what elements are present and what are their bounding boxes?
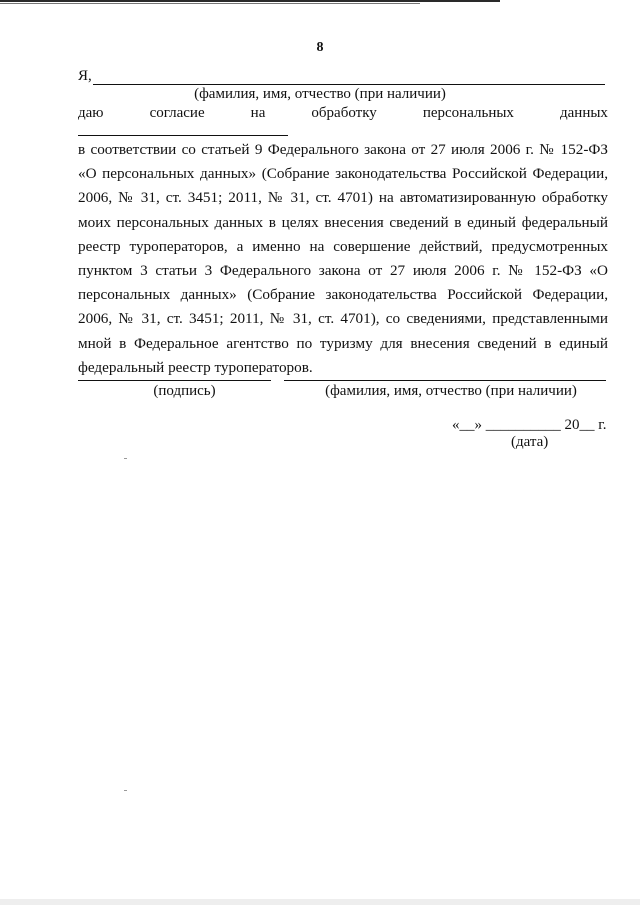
consent-fill-line[interactable] [78,135,288,136]
signature-caption: (подпись) [153,383,216,399]
date-caption: (дата) [511,434,549,450]
fio-fill-line[interactable] [284,380,606,381]
consent-word: на [250,105,266,121]
page-number: 8 [316,40,324,55]
scan-speck [124,458,127,459]
scan-edge-bottom [0,899,640,905]
scan-edge-top-secondary [0,3,420,4]
scan-speck [124,790,127,791]
consent-word: даю [78,105,104,121]
scan-edge-top [0,0,500,2]
consent-word: данных [560,105,608,121]
consent-row [78,105,608,122]
date-fill-line[interactable]: «__» __________ 20__ г. [452,417,607,433]
body-paragraph: в соответствии со статьей 9 Федерального закона от 27 июля 2006 г. № 152-ФЗ «О персональных данных» (Собрание законодательства Российской Федерации, 2006, № 31, ст. 3451; 2011, № 31, ст. 4701) на автоматизированную обработку моих персональных данных в целях внесения сведений в единый федеральный реестр туроператоров, а именно на совершение действий, предусмотренных пунктом 3 статьи 3 Федерального закона от 27 июля 2006 г. № 152-ФЗ «О персональных данных» (Собрание законодательства Российской Федерации, 2006, № 31, ст. 3451; 2011, № 31, ст. 4701), со сведениями, представленными мной в Федеральное агентство по туризму для внесения сведений в единый федеральный реестр туроператоров. [78,141,608,376]
name-fill-line[interactable] [93,84,605,85]
consent-word: согласие [149,105,205,121]
fio-caption: (фамилия, имя, отчество (при наличии) [325,383,577,399]
name-caption: (фамилия, имя, отчество (при наличии) [194,86,446,102]
consent-word: персональных [422,105,514,121]
name-prefix: Я, [78,68,92,84]
signature-fill-line[interactable] [78,380,271,381]
consent-word: обработку [311,105,377,121]
